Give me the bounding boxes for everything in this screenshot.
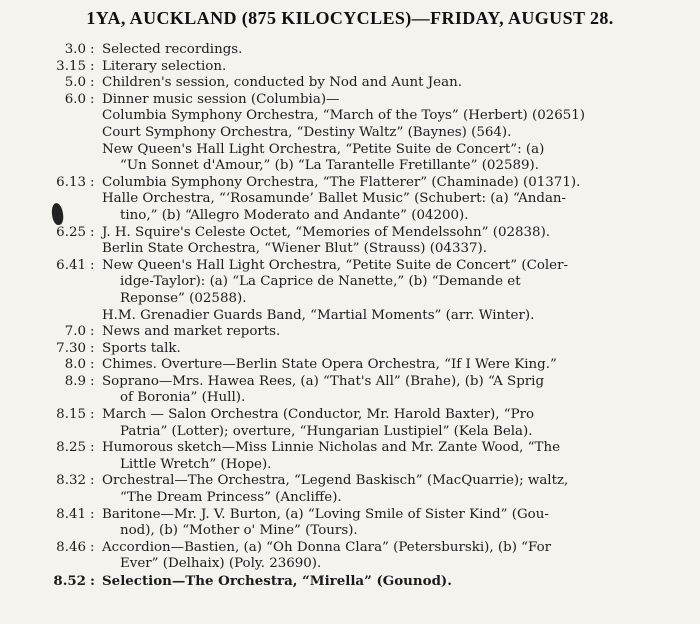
- entry-text: [102, 108, 690, 125]
- program-entry: [14, 258, 690, 308]
- entry-time: 6.41: [56, 257, 86, 273]
- entry-time: 6.13: [56, 174, 86, 190]
- program-entry: [14, 324, 690, 341]
- time-separator: :: [90, 75, 95, 91]
- program-entry: [14, 92, 690, 109]
- entry-line: Court Symphony Orchestra, “Destiny Waltz” (Baynes) (564).: [102, 124, 512, 140]
- program-entry: [14, 473, 690, 506]
- entry-text: [102, 473, 690, 506]
- entry-text: [102, 42, 690, 59]
- program-entry: [14, 191, 690, 224]
- time-separator: :: [90, 340, 95, 356]
- program-entry: [14, 42, 690, 59]
- time-separator: [90, 142, 102, 175]
- time-separator: :: [90, 539, 95, 555]
- program-entry: [14, 341, 690, 358]
- entry-line: Little Wretch” (Hope).: [120, 456, 272, 472]
- entry-line: Accordion—Bastien, (a) “Oh Donna Clara” (Petersburski), (b) “For: [102, 539, 552, 555]
- entry-time: [14, 142, 90, 175]
- time-separator: :: [90, 573, 95, 589]
- program-entry: [14, 440, 690, 473]
- entry-time: [14, 308, 90, 325]
- entry-text: [102, 308, 690, 325]
- entry-line: Soprano—Mrs. Hawea Rees, (a) “That's All” (Brahe), (b) “A Sprig: [102, 373, 545, 389]
- entry-line: J. H. Squire's Celeste Octet, “Memories of Mendelssohn” (02838).: [102, 224, 551, 240]
- program-entry: [14, 75, 690, 92]
- time-separator: [90, 191, 102, 224]
- entry-line: Literary selection.: [102, 58, 227, 74]
- time-separator: :: [90, 440, 95, 456]
- time-separator: :: [90, 174, 95, 190]
- program-entry: [14, 374, 690, 407]
- entry-line: Selection—The Orchestra, “Mirella” (Gounod).: [102, 573, 452, 589]
- program-entry: [14, 108, 690, 125]
- program-entry: [14, 573, 690, 590]
- program-entry: [14, 507, 690, 540]
- time-separator: :: [90, 357, 95, 373]
- entry-line: “The Dream Princess” (Ancliffe).: [120, 490, 342, 506]
- entry-line: Children's session, conducted by Nod and Aunt Jean.: [102, 75, 462, 91]
- program-entry: [14, 308, 690, 325]
- entry-time: [14, 241, 90, 258]
- entry-line: Baritone—Mr. J. V. Burton, (a) “Loving Smile of Sister Kind” (Gou-: [102, 506, 549, 522]
- entry-line: of Boronia” (Hull).: [120, 390, 246, 406]
- program-entry: [14, 142, 690, 175]
- program-entry: [14, 125, 690, 142]
- entry-time: 8.52: [53, 573, 86, 589]
- entry-time: 8.9: [64, 373, 86, 389]
- entry-time: 8.25: [56, 440, 86, 456]
- entry-time: 8.41: [56, 506, 86, 522]
- entry-line: “Un Sonnet d'Amour,” (b) “La Tarantelle Fretillante” (02589).: [120, 158, 540, 174]
- entry-time: 6.25: [56, 224, 86, 240]
- entry-line: Dinner music session (Columbia)—: [102, 91, 340, 107]
- entry-text: [102, 175, 690, 192]
- entry-time: 8.0: [64, 357, 86, 373]
- entry-time: 8.32: [56, 473, 86, 489]
- entry-text: [102, 374, 690, 407]
- entry-text: [102, 573, 690, 590]
- page-title: 1YA, AUCKLAND (875 KILOCYCLES)—FRIDAY, AUGUST 28.: [86, 8, 614, 28]
- entry-line: New Queen's Hall Light Orchestra, “Petite Suite de Concert” (Coler-: [102, 257, 569, 273]
- entry-text: [102, 540, 690, 573]
- time-separator: :: [90, 224, 95, 240]
- program-entry: [14, 59, 690, 76]
- entry-line: idge-Taylor): (a) “La Caprice de Nanette,” (b) “Demande et: [120, 274, 521, 290]
- entry-line: Patria” (Lotter); overture, “Hungarian Lustipiel” (Kela Bela).: [120, 423, 533, 439]
- time-separator: :: [90, 506, 95, 522]
- time-separator: :: [90, 91, 95, 107]
- entry-text: [102, 440, 690, 473]
- entry-text: [102, 407, 690, 440]
- time-separator: :: [90, 58, 95, 74]
- entry-text: [102, 75, 690, 92]
- time-separator: :: [90, 42, 95, 57]
- time-separator: :: [90, 324, 95, 340]
- entry-line: Humorous sketch—Miss Linnie Nicholas and Mr. Zante Wood, “The: [102, 440, 560, 456]
- entry-time: 3.0: [64, 42, 86, 57]
- program-entry: [14, 540, 690, 573]
- entry-text: [102, 507, 690, 540]
- entry-time: 7.30: [56, 340, 86, 356]
- entry-line: Reponse” (02588).: [120, 290, 247, 306]
- entry-text: [102, 92, 690, 109]
- entry-line: Orchestral—The Orchestra, “Legend Baskisch” (MacQuarrie); waltz,: [102, 473, 569, 489]
- entry-time: 7.0: [64, 324, 86, 340]
- entry-time: 5.0: [64, 75, 86, 91]
- entry-line: Halle Orchestra, “‘Rosamunde’ Ballet Music” (Schubert: (a) “Andan-: [102, 191, 567, 207]
- program-entry: [14, 225, 690, 242]
- time-separator: [90, 241, 102, 258]
- entry-line: Columbia Symphony Orchestra, “March of the Toys” (Herbert) (02651): [102, 108, 586, 124]
- entry-line: Selected recordings.: [102, 42, 243, 57]
- entry-time: [14, 108, 90, 125]
- time-separator: :: [90, 473, 95, 489]
- entry-line: tino,” (b) “Allegro Moderato and Andante” (04200).: [120, 207, 469, 223]
- entry-line: H.M. Grenadier Guards Band, “Martial Moments” (arr. Winter).: [102, 307, 535, 323]
- entry-time: 6.0: [64, 91, 86, 107]
- entry-text: [102, 241, 690, 258]
- entry-text: [102, 125, 690, 142]
- entry-line: Ever” (Delhaix) (Poly. 23690).: [120, 556, 322, 572]
- time-separator: [90, 308, 102, 325]
- program-entry: [14, 241, 690, 258]
- entry-text: [102, 357, 690, 374]
- entry-text: [102, 258, 690, 308]
- entry-text: [102, 191, 690, 224]
- entry-time: 8.15: [56, 407, 86, 423]
- time-separator: [90, 125, 102, 142]
- entry-line: New Queen's Hall Light Orchestra, “Petite Suite de Concert”: (a): [102, 141, 545, 157]
- time-separator: [90, 108, 102, 125]
- entry-text: [102, 225, 690, 242]
- entry-line: Columbia Symphony Orchestra, “The Flatterer” (Chaminade) (01371).: [102, 174, 581, 190]
- program-entry: [14, 407, 690, 440]
- entry-line: News and market reports.: [102, 324, 281, 340]
- program-listing: [14, 42, 690, 590]
- entry-line: March — Salon Orchestra (Conductor, Mr. Harold Baxter), “Pro: [102, 407, 535, 423]
- entry-line: Chimes. Overture—Berlin State Opera Orchestra, “If I Were King.”: [102, 357, 557, 373]
- entry-text: [102, 142, 690, 175]
- entry-time: 8.46: [56, 539, 86, 555]
- entry-line: nod), (b) “Mother o' Mine” (Tours).: [120, 523, 358, 539]
- time-separator: :: [90, 407, 95, 423]
- program-entry: [14, 175, 690, 192]
- entry-time: [14, 125, 90, 142]
- entry-text: [102, 59, 690, 76]
- time-separator: :: [90, 257, 95, 273]
- program-entry: [14, 357, 690, 374]
- entry-line: Berlin State Orchestra, “Wiener Blut” (Strauss) (04337).: [102, 241, 487, 257]
- entry-line: Sports talk.: [102, 340, 181, 356]
- entry-text: [102, 324, 690, 341]
- entry-text: [102, 341, 690, 358]
- time-separator: :: [90, 373, 95, 389]
- entry-time: 3.15: [56, 58, 86, 74]
